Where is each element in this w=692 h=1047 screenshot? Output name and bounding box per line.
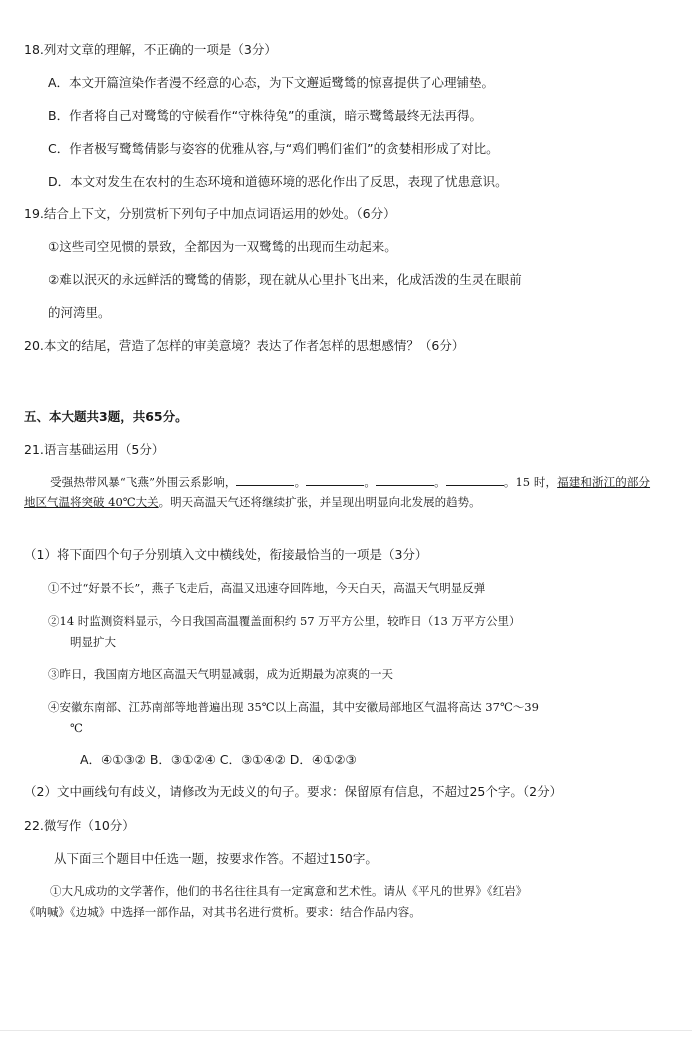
q21-choice-2: ②14 时监测资料显示，今日我国高温覆盖面积约 57 万平方公里，较昨日（13 万平方公里） <box>48 614 521 628</box>
sep-1: 。 <box>294 475 307 489</box>
q22-item-1: ①大凡成功的文学著作，他们的书名往往具有一定寓意和艺术性。请从《平凡的世界》《红岩》 <box>50 884 528 898</box>
q21-stem: 21.语言基础运用（5分） <box>24 442 165 457</box>
q21-choice-2-cont: 明显扩大 <box>70 635 116 649</box>
blank-4 <box>446 473 504 486</box>
sep-2: 。 <box>364 475 376 489</box>
blank-1 <box>236 473 294 486</box>
q18-option-d: D．本文对发生在农村的生态环境和道德环境的恶化作出了反思，表现了忧患意识。 <box>48 174 508 189</box>
blank-3 <box>376 473 434 486</box>
passage-text-3: 。明天高温天气还将继续扩张，并呈现出明显向北发展的趋势。 <box>158 495 481 509</box>
passage-text-1: 受强热带风暴“飞燕”外围云系影响， <box>50 475 237 489</box>
q21-sub2-stem: （2）文中画线句有歧义，请修改为无歧义的句子。要求：保留原有信息，不超过25个字。（2分） <box>24 784 563 799</box>
q21-choice-3: ③昨日，我国南方地区高温天气明显减弱，成为近期最为凉爽的一天 <box>48 667 393 681</box>
q21-choice-4-cont: ℃ <box>70 721 83 735</box>
q19-stem: 19.结合上下文，分别赏析下列句子中加点词语运用的妙处。（6分） <box>24 206 396 221</box>
page-bottom-divider <box>0 1030 692 1031</box>
q20-stem: 20.本文的结尾，营造了怎样的审美意境？表达了作者怎样的思想感情？（6分） <box>24 338 465 353</box>
passage-text-2: 15 时， <box>515 475 558 489</box>
sep-4: 。 <box>503 475 516 489</box>
underlined-ambiguous-sentence: 福建和浙江的部分地区气温将突破 40℃大关 <box>24 475 651 509</box>
q18-stem: 18.列对文章的理解，不正确的一项是（3分） <box>24 42 277 57</box>
q21-sub1-stem: （1）将下面四个句子分别填入文中横线处，衔接最恰当的一项是（3分） <box>24 547 428 562</box>
q22-item-1-cont: 《呐喊》《边城》中选择一部作品，对其书名进行赏析。要求：结合作品内容。 <box>24 905 421 919</box>
q18-option-b: B．作者将自己对鹭鸶的守候看作“守株待兔”的重演，暗示鹭鸶最终无法再得。 <box>48 108 483 123</box>
q19-sentence-2-cont: 的河湾里。 <box>48 305 111 320</box>
q22-intro: 从下面三个题目中任选一题，按要求作答。不超过150字。 <box>54 851 378 866</box>
q22-stem: 22.微写作（10分） <box>24 818 135 833</box>
q18-option-a: A．本文开篇渲染作者漫不经意的心态，为下文邂逅鹭鸶的惊喜提供了心理铺垫。 <box>48 75 495 90</box>
q21-answer-options: A．④①③② B．③①②④ C．③①④② D．④①②③ <box>80 752 357 767</box>
q19-sentence-1: ①这些司空见惯的景致，全都因为一双鹭鸶的出现而生动起来。 <box>48 239 397 254</box>
section-5-title: 五、本大题共3题，共65分。 <box>24 409 188 424</box>
sep-3: 。 <box>433 475 446 489</box>
q21-choice-4: ④安徽东南部、江苏南部等地普遍出现 35℃以上高温，其中安徽局部地区气温将高达 37℃～39 <box>48 700 539 714</box>
q21-passage <box>24 472 650 512</box>
q19-sentence-2: ②难以泯灭的永远鲜活的鹭鸶的倩影，现在就从心里扑飞出来，化成活泼的生灵在眼前 <box>48 272 522 287</box>
q21-choice-1: ①不过“好景不长”，燕子飞走后，高温又迅速夺回阵地，今天白天，高温天气明显反弹 <box>48 581 486 595</box>
blank-2 <box>306 473 364 486</box>
q18-option-c: C．作者极写鹭鸶倩影与姿容的优雅从容,与“鸡们鸭们雀们”的贪婪相形成了对比。 <box>48 141 499 156</box>
